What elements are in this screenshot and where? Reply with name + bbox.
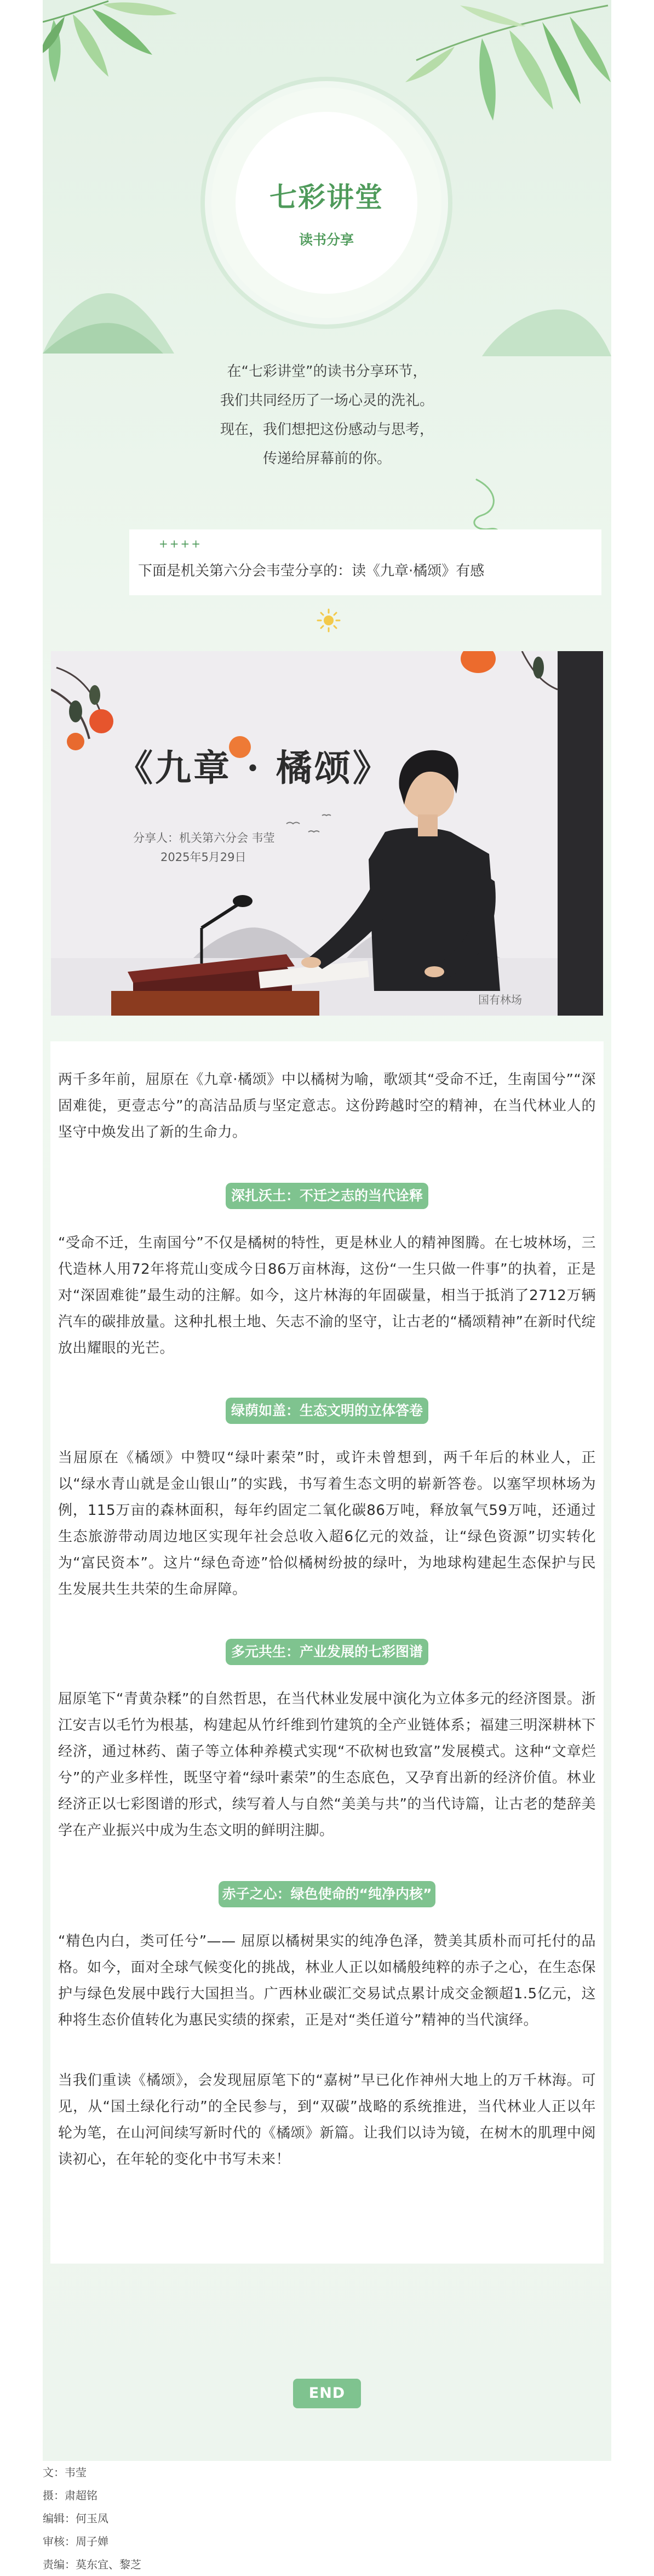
credit-line: 摄：肃超铭 [43,2489,97,2502]
banner-date: 2025年5月29日 [160,851,246,864]
article-paragraph: “受命不迁，生南国兮”不仅是橘树的特性，更是林业人的精神图腾。在七坡林场，三代造林人用72年将荒山变成今日86万亩林海，这份“一生只做一件事”的执着，正是对“深固难徙”最生动的注解。如今，这片林海的年固碳量，相当于抵消了2712万辆汽车的碳排放量。这种扎根土地、矢志不渝的坚守，让古老的“橘颂精神”在新时代绽放出耀眼的光芒。 [58,1235,596,1357]
hill-right-decoration [482,301,611,356]
credit-line: 文：韦莹 [43,2466,87,2479]
credits [43,2461,371,2576]
article-paragraph: 屈原笔下“青黄杂糅”的自然哲思，在当代林业发展中演化为立体多元的经济图景。浙江安吉以毛竹为根基，构建起从竹纤维到竹建筑的全产业链体系；福建三明深耕林下经济，通过林药、菌子等立体种养模式实现“不砍树也致富”发展模式。这种“文章烂兮”的产业多样性，既坚守着“绿叶素荣”的生态底色，又孕育出新的经济价值。林业经济正以七彩图谱的形式，续写着人与自然“美美与共”的当代诗篇，让古老的楚辞美学在产业振兴中成为生态文明的鲜明注脚。 [58,1691,596,1839]
end-badge: END [293,2379,361,2408]
intro-line: 传递给屏幕前的你。 [262,451,391,467]
intro-line: 在“七彩讲堂”的读书分享环节， [227,363,427,380]
sun-icon [317,608,341,632]
article-paragraph: 两千多年前，屈原在《九章·橘颂》中以橘树为喻，歌颂其“受命不迁，生南国兮”“深固难徙，更壹志兮”的高洁品质与坚定意志。这份跨越时空的精神，在当代林业人的坚守中焕发出了新的生命力。 [58,1072,596,1141]
plus-decoration: ++++ [159,537,203,550]
section-heading: 赤子之心：绿色使命的“纯净内核” [219,1881,435,1907]
intro-line: 我们共同经历了一场心灵的洗礼。 [220,392,434,409]
callout-text: 下面是机关第六分会韦莹分享的：读《九章·橘颂》有感 [138,563,485,579]
bamboo-leaves-right-decoration [383,0,613,143]
credit-line: 责编：莫东宜、黎芝 [43,2558,141,2571]
page-title: 七彩讲堂 [269,181,383,213]
banner-presenter: 分享人：机关第六分会 韦莹 [133,831,275,845]
credit-line: 编辑：何玉凤 [43,2512,108,2525]
article-paragraph: 当我们重读《橘颂》，会发现屈原笔下的“嘉树”早已化作神州大地上的万千林海。可见，从“国土绿化行动”的全民参与，到“双碳”战略的系统推进，当代林业人正以年轮为笔，在山河间续写新时代的《橘颂》新篇。让我们以诗为镜，在树木的肌理中阅读初心，在年轮的变化中书写未来！ [58,2072,596,2168]
article-paragraph: “精色内白，类可任兮”—— 屈原以橘树果实的纯净色泽，赞美其质朴而可托付的品格。如今，面对全球气候变化的挑战，林业人正以如橘般纯粹的赤子之心，在生态保护与绿色发展中践行大国担当。广西林业碳汇交易试点累计成交金额超1.5亿元，这种将生态价值转化为惠民实绩的探索，正是对“类任道兮”精神的当代演绎。 [58,1933,596,2028]
credit-line: 审核：周子婵 [43,2535,108,2548]
photo-caption: 国有林场 [478,993,522,1006]
hill-left-decoration [43,282,174,354]
section-heading: 绿荫如盖：生态文明的立体答卷 [226,1398,428,1424]
intro-line: 现在，我们想把这份感动与思考， [220,421,434,438]
section-heading: 深扎沃土：不迁之志的当代诠释 [226,1183,428,1209]
event-photo [51,651,603,1016]
article-paragraph: 当屈原在《橘颂》中赞叹“绿叶素荣”时，或许未曾想到，两千年后的林业人，正以“绿水青山就是金山银山”的实践，书写着生态文明的崭新答卷。以塞罕坝林场为例，115万亩的森林面积，每年约固定二氧化碳86万吨，释放氧气59万吨，还通过生态旅游带动周边地区实现年社会总收入超6亿元的效益，让“绿色资源”切实转化为“富民资本”。这片“绿色奇迹”恰似橘树纷披的绿叶，为地球构建起生态保护与民生发展共生共荣的生命屏障。 [58,1450,596,1598]
intro-text [137,357,517,474]
banner-title: 《九章 · 橘颂》 [117,746,391,789]
section-heading: 多元共生：产业发展的七彩图谱 [226,1639,428,1665]
bamboo-leaves-left-decoration [43,0,185,104]
page-subtitle: 读书分享 [299,232,354,248]
